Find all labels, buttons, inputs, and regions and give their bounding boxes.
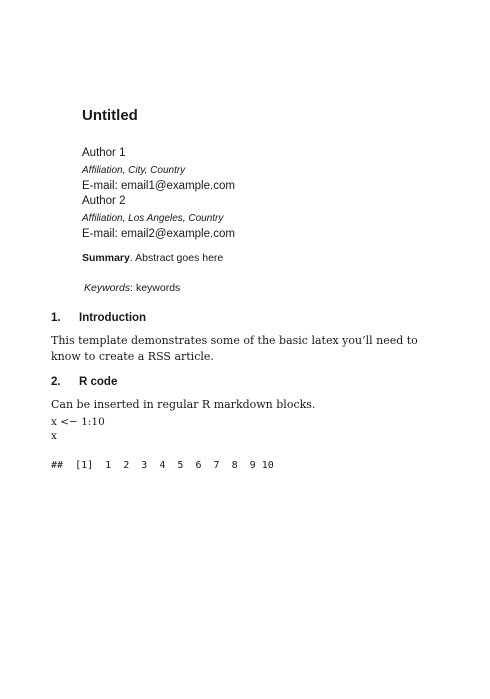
section-2-body: Can be inserted in regular R markdown blocks. bbox=[51, 398, 316, 411]
author-1-email: E-mail: email1@example.com bbox=[82, 180, 235, 192]
section-2-title: R code bbox=[79, 376, 118, 388]
section-1-number: 1. bbox=[51, 312, 61, 324]
author-2-name: Author 2 bbox=[82, 195, 126, 207]
code-line-2: x bbox=[51, 430, 57, 442]
author-2-affiliation: Affiliation, Los Angeles, Country bbox=[82, 213, 224, 224]
keywords-label: Keywords bbox=[84, 282, 131, 294]
code-line-1: x <− 1:10 bbox=[51, 416, 105, 428]
document-title: Untitled bbox=[82, 107, 138, 124]
author-1-name: Author 1 bbox=[82, 147, 126, 159]
keywords bbox=[84, 282, 180, 294]
summary-text: . Abstract goes here bbox=[129, 252, 224, 264]
author-1-affiliation: Affiliation, City, Country bbox=[82, 165, 186, 176]
keywords-text: : keywords bbox=[130, 282, 181, 294]
section-1-body: This template demonstrates some of the basic latex you’ll need to know to create a RSS article. bbox=[51, 334, 418, 363]
abstract bbox=[82, 252, 223, 264]
author-2-email: E-mail: email2@example.com bbox=[82, 228, 235, 240]
summary-label: Summary bbox=[82, 252, 130, 264]
section-1-title: Introduction bbox=[79, 312, 147, 324]
section-2-number: 2. bbox=[51, 376, 61, 388]
code-output: ## [1] 1 2 3 4 5 6 7 8 9 10 bbox=[51, 460, 274, 471]
